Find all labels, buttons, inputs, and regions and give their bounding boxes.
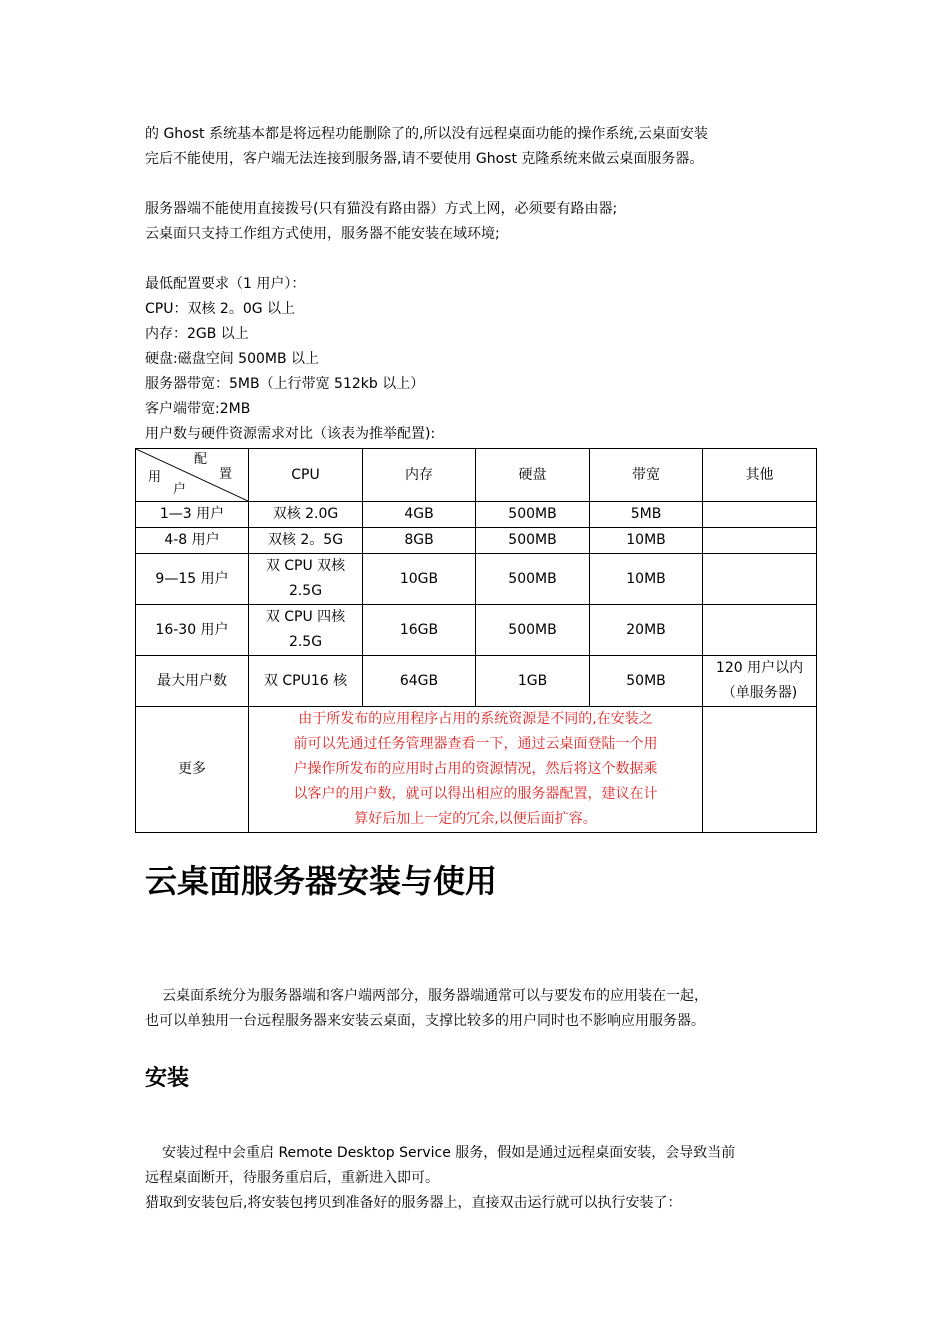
table-cell: 500MB	[476, 605, 590, 656]
corner-label: 置	[219, 467, 233, 482]
config-requirements	[145, 272, 825, 447]
table-cell: 双 CPU16 核	[249, 656, 363, 707]
system-paragraph	[145, 984, 825, 1034]
hardware-requirements-table	[135, 448, 817, 833]
table-cell	[703, 707, 817, 833]
section-heading: 云桌面服务器安装与使用	[145, 862, 498, 900]
table-cell: 4GB	[363, 502, 476, 528]
table-cell: 20MB	[590, 605, 703, 656]
text-line: 远程桌面断开，待服务重启后，重新进入即可。	[145, 1170, 439, 1186]
note-line: 户操作所发布的应用时占用的资源情况，然后将这个数据乘	[293, 761, 658, 777]
text-line: 的 Ghost 系统基本都是将远程功能删除了的,所以没有远程桌面功能的操作系统,云桌面安装	[145, 126, 708, 142]
text-line: 也可以单独用一台远程服务器来安装云桌面，支撑比较多的用户同时也不影响应用服务器。	[145, 1013, 705, 1029]
column-header: 硬盘	[476, 449, 590, 502]
column-header: 内存	[363, 449, 476, 502]
table-cell: 最大用户数	[136, 656, 249, 707]
text-line: 内存：2GB 以上	[145, 326, 249, 342]
corner-label: 户	[173, 482, 187, 497]
table-cell: 16-30 用户	[136, 605, 249, 656]
text-line: 最低配置要求（1 用户）：	[145, 276, 306, 292]
table-cell: 10MB	[590, 528, 703, 554]
corner-label: 配	[194, 452, 208, 467]
table-cell: 双核 2。5G	[249, 528, 363, 554]
table-row	[136, 605, 817, 656]
table-cell	[703, 528, 817, 554]
text-line: 服务器端不能使用直接拨号(只有猫没有路由器）方式上网，必须要有路由器;	[145, 201, 618, 217]
text-line: 猎取到安装包后,将安装包拷贝到准备好的服务器上，直接双击运行就可以执行安装了：	[145, 1195, 682, 1211]
note-line: 由于所发布的应用程序占用的系统资源是不同的,在安装之	[298, 711, 653, 727]
table-cell: 4-8 用户	[136, 528, 249, 554]
table-cell: 500MB	[476, 554, 590, 605]
install-paragraph	[145, 1141, 825, 1216]
corner-label: 用	[148, 470, 162, 485]
table-cell	[703, 554, 817, 605]
table-cell: 更多	[136, 707, 249, 833]
table-cell: 64GB	[363, 656, 476, 707]
text-line: 用户数与硬件资源需求对比（该表为推举配置):	[145, 426, 436, 442]
note-line: 前可以先通过任务管理器查看一下，通过云桌面登陆一个用	[293, 736, 658, 752]
column-header: 带宽	[590, 449, 703, 502]
table-cell: 9—15 用户	[136, 554, 249, 605]
table-cell: 10GB	[363, 554, 476, 605]
table-cell: 8GB	[363, 528, 476, 554]
table-row	[136, 528, 817, 554]
table-cell: 16GB	[363, 605, 476, 656]
text-line: 云桌面只支持工作组方式使用，服务器不能安装在域环境;	[145, 226, 500, 242]
table-header-row	[136, 449, 817, 502]
table-cell	[703, 605, 817, 656]
table-cell: 1GB	[476, 656, 590, 707]
table-cell	[703, 502, 817, 528]
text-line: CPU：双核 2。0G 以上	[145, 301, 296, 317]
diagonal-corner-cell	[136, 449, 249, 502]
note-line: 以客户的用户数，就可以得出相应的服务器配置，建议在计	[293, 786, 658, 802]
table-cell: 10MB	[590, 554, 703, 605]
table-cell: 50MB	[590, 656, 703, 707]
text-line: 客户端带宽:2MB	[145, 401, 251, 417]
more-note-cell	[249, 707, 703, 833]
text-line: 服务器带宽：5MB（上行带宽 512kb 以上）	[145, 376, 425, 392]
text-line: 硬盘:磁盘空间 500MB 以上	[145, 351, 320, 367]
table-cell: 双 CPU 双核 2.5G	[249, 554, 363, 605]
table-cell: 500MB	[476, 528, 590, 554]
table-row	[136, 502, 817, 528]
text-line: 完后不能使用，客户端无法连接到服务器,请不要使用 Ghost 克隆系统来做云桌面服务器。	[145, 151, 704, 167]
text-line: 安装过程中会重启 Remote Desktop Service 服务，假如是通过远程桌面安装，会导致当前	[162, 1145, 736, 1161]
table-cell: 双核 2.0G	[249, 502, 363, 528]
column-header: CPU	[249, 449, 363, 502]
table-row	[136, 554, 817, 605]
table-cell: 1—3 用户	[136, 502, 249, 528]
table-row-more	[136, 707, 817, 833]
text-line: 云桌面系统分为服务器端和客户端两部分，服务器端通常可以与要发布的应用装在一起，	[162, 988, 708, 1004]
table-cell: 5MB	[590, 502, 703, 528]
table-cell: 双 CPU 四核 2.5G	[249, 605, 363, 656]
subsection-heading: 安装	[145, 1066, 190, 1091]
table-row	[136, 656, 817, 707]
table-cell: 120 用户以内 （单服务器)	[703, 656, 817, 707]
network-paragraph	[145, 197, 825, 247]
intro-paragraph	[145, 122, 825, 172]
column-header: 其他	[703, 449, 817, 502]
note-line: 算好后加上一定的冗余,以便后面扩容。	[354, 811, 597, 827]
table-cell: 500MB	[476, 502, 590, 528]
